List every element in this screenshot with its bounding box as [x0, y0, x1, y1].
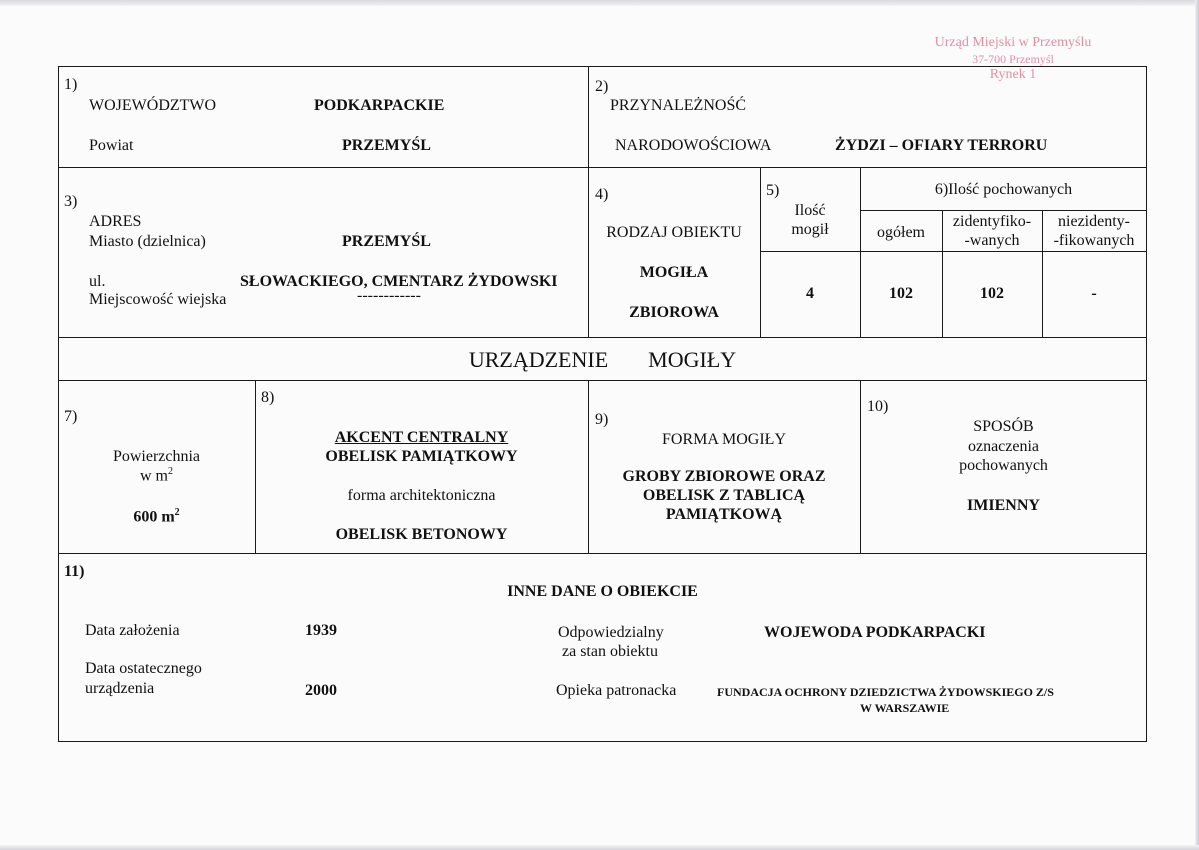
- opieka-patronacka-value-line1: FUNDACJA OCHRONY DZIEDZICTWA ŻYDOWSKIEGO Z/S: [717, 685, 1054, 699]
- miasto-label: Miasto (dzielnica): [89, 233, 206, 250]
- ogolem-value: 102: [889, 285, 913, 302]
- urzadzenie-mogily-title: [58, 347, 1147, 373]
- ogolem-label: ogółem: [877, 224, 925, 241]
- stamp-line-1: Urząd Miejski w Przemyślu: [934, 35, 1092, 50]
- powierzchnia-value-text: 600 m: [133, 508, 175, 526]
- rodzaj-obiektu-label: RODZAJ OBIEKTU: [606, 224, 742, 241]
- zidentyfikowanych-label-line2: -wanych: [964, 232, 1020, 249]
- ilosc-mogil-value: 4: [806, 285, 814, 302]
- scan-edge-bottom: [0, 845, 1199, 850]
- sposob-label-line1: SPOSÓB: [973, 418, 1034, 435]
- ilosc-pochowanych-header: 6)Ilość pochowanych: [934, 181, 1073, 198]
- sposob-label-line3: pochowanych: [959, 457, 1048, 474]
- forma-architektoniczna-label: forma architektoniczna: [347, 487, 496, 504]
- section-1-number: 1): [64, 76, 78, 93]
- section-7-number: 7): [64, 408, 78, 425]
- data-ostatecznego-label-line2: urządzenia: [85, 680, 155, 697]
- powiat-value: PRZEMYŚL: [342, 137, 431, 154]
- przynaleznosc-value: ŻYDZI – OFIARY TERRORU: [835, 137, 1048, 154]
- powierzchnia-value: [58, 507, 255, 526]
- forma-mogily-label: FORMA MOGIŁY: [661, 431, 786, 448]
- section-8-number: 8): [261, 389, 275, 406]
- miasto-value: PRZEMYŚL: [342, 233, 431, 250]
- section-title-word-2: MOGIŁY: [648, 347, 737, 372]
- miejscowosc-value: ------------: [357, 287, 421, 304]
- section-3-number: 3): [64, 193, 78, 210]
- ulica-label: ul.: [89, 273, 106, 290]
- section-4-number: 4): [595, 186, 609, 203]
- powierzchnia-label-line1: Powierzchnia: [112, 448, 201, 465]
- obelisk-pamiatkowy-value: OBELISK PAMIĄTKOWY: [325, 448, 518, 465]
- section-10-number: 10): [867, 398, 889, 415]
- scan-edge-right: [1195, 0, 1199, 850]
- ilosc-mogil-label-line2: mogił: [791, 221, 829, 238]
- wojewodztwo-label: WOJEWÓDZTWO: [89, 97, 217, 114]
- rodzaj-obiektu-value-line2: ZBIOROWA: [629, 304, 719, 321]
- ulica-value: SŁOWACKIEGO, CMENTARZ ŻYDOWSKI: [240, 273, 558, 290]
- opieka-patronacka-label: Opieka patronacka: [556, 682, 677, 699]
- odpowiedzialny-label-line1: Odpowiedzialny: [558, 624, 664, 641]
- office-stamp: [918, 35, 1108, 83]
- forma-mogily-value-line2: OBELISK Z TABLICĄ: [642, 487, 806, 504]
- przynaleznosc-label-line2: NARODOWOŚCIOWA: [615, 137, 772, 154]
- section-2-number: 2): [595, 78, 609, 95]
- stamp-line-2: 37-700 Przemyśl: [972, 52, 1054, 66]
- powierzchnia-unit: w m: [140, 467, 168, 485]
- zidentyfikowanych-label-line1: zidentyfiko-: [952, 213, 1032, 230]
- obelisk-betonowy-value: OBELISK BETONOWY: [335, 526, 508, 543]
- data-ostatecznego-value: 2000: [305, 682, 337, 699]
- niezidentyfikowanych-value: -: [1091, 285, 1097, 302]
- sposob-label-line2: oznaczenia: [967, 438, 1040, 455]
- section-title-word-1: URZĄDZENIE: [468, 347, 609, 372]
- niezidentyfikowanych-label-line1: niezidenty-: [1058, 213, 1130, 230]
- przynaleznosc-label-line1: PRZYNALEŻNOŚĆ: [610, 97, 747, 114]
- powierzchnia-unit-sup: 2: [168, 466, 173, 477]
- powiat-label: Powiat: [89, 137, 134, 154]
- forma-mogily-value-line3: PAMIĄTKOWĄ: [665, 506, 783, 523]
- opieka-patronacka-value-line2: W WARSZAWIE: [860, 701, 950, 715]
- stamp-line-3: Rynek 1: [989, 67, 1037, 82]
- akcent-centralny-value: AKCENT CENTRALNY: [334, 429, 509, 446]
- data-zalozenia-label: Data założenia: [85, 622, 180, 639]
- section-11-number: 11): [64, 563, 85, 580]
- sposob-value: IMIENNY: [967, 497, 1040, 514]
- ilosc-mogil-label-line1: Ilość: [794, 202, 826, 219]
- inne-dane-title: INNE DANE O OBIEKCIE: [507, 583, 698, 600]
- odpowiedzialny-value: WOJEWODA PODKARPACKI: [764, 624, 986, 641]
- powierzchnia-label-line2: [58, 466, 255, 485]
- data-ostatecznego-label-line1: Data ostatecznego: [85, 660, 202, 677]
- section-5-number: 5): [766, 182, 780, 199]
- forma-mogily-value-line1: GROBY ZBIOROWE ORAZ: [622, 468, 826, 485]
- rodzaj-obiektu-value-line1: MOGIŁA: [639, 264, 709, 281]
- wojewodztwo-value: PODKARPACKIE: [314, 97, 445, 114]
- zidentyfikowanych-value: 102: [980, 285, 1004, 302]
- powierzchnia-value-sup: 2: [174, 507, 180, 518]
- miejscowosc-label: Miejscowość wiejska: [89, 291, 227, 308]
- scan-edge-top: [0, 0, 1199, 6]
- section-9-number: 9): [595, 411, 609, 428]
- odpowiedzialny-label-line2: za stan obiektu: [562, 643, 658, 660]
- niezidentyfikowanych-label-line2: -fikowanych: [1053, 232, 1135, 249]
- data-zalozenia-value: 1939: [305, 622, 337, 639]
- adres-label: ADRES: [89, 213, 142, 230]
